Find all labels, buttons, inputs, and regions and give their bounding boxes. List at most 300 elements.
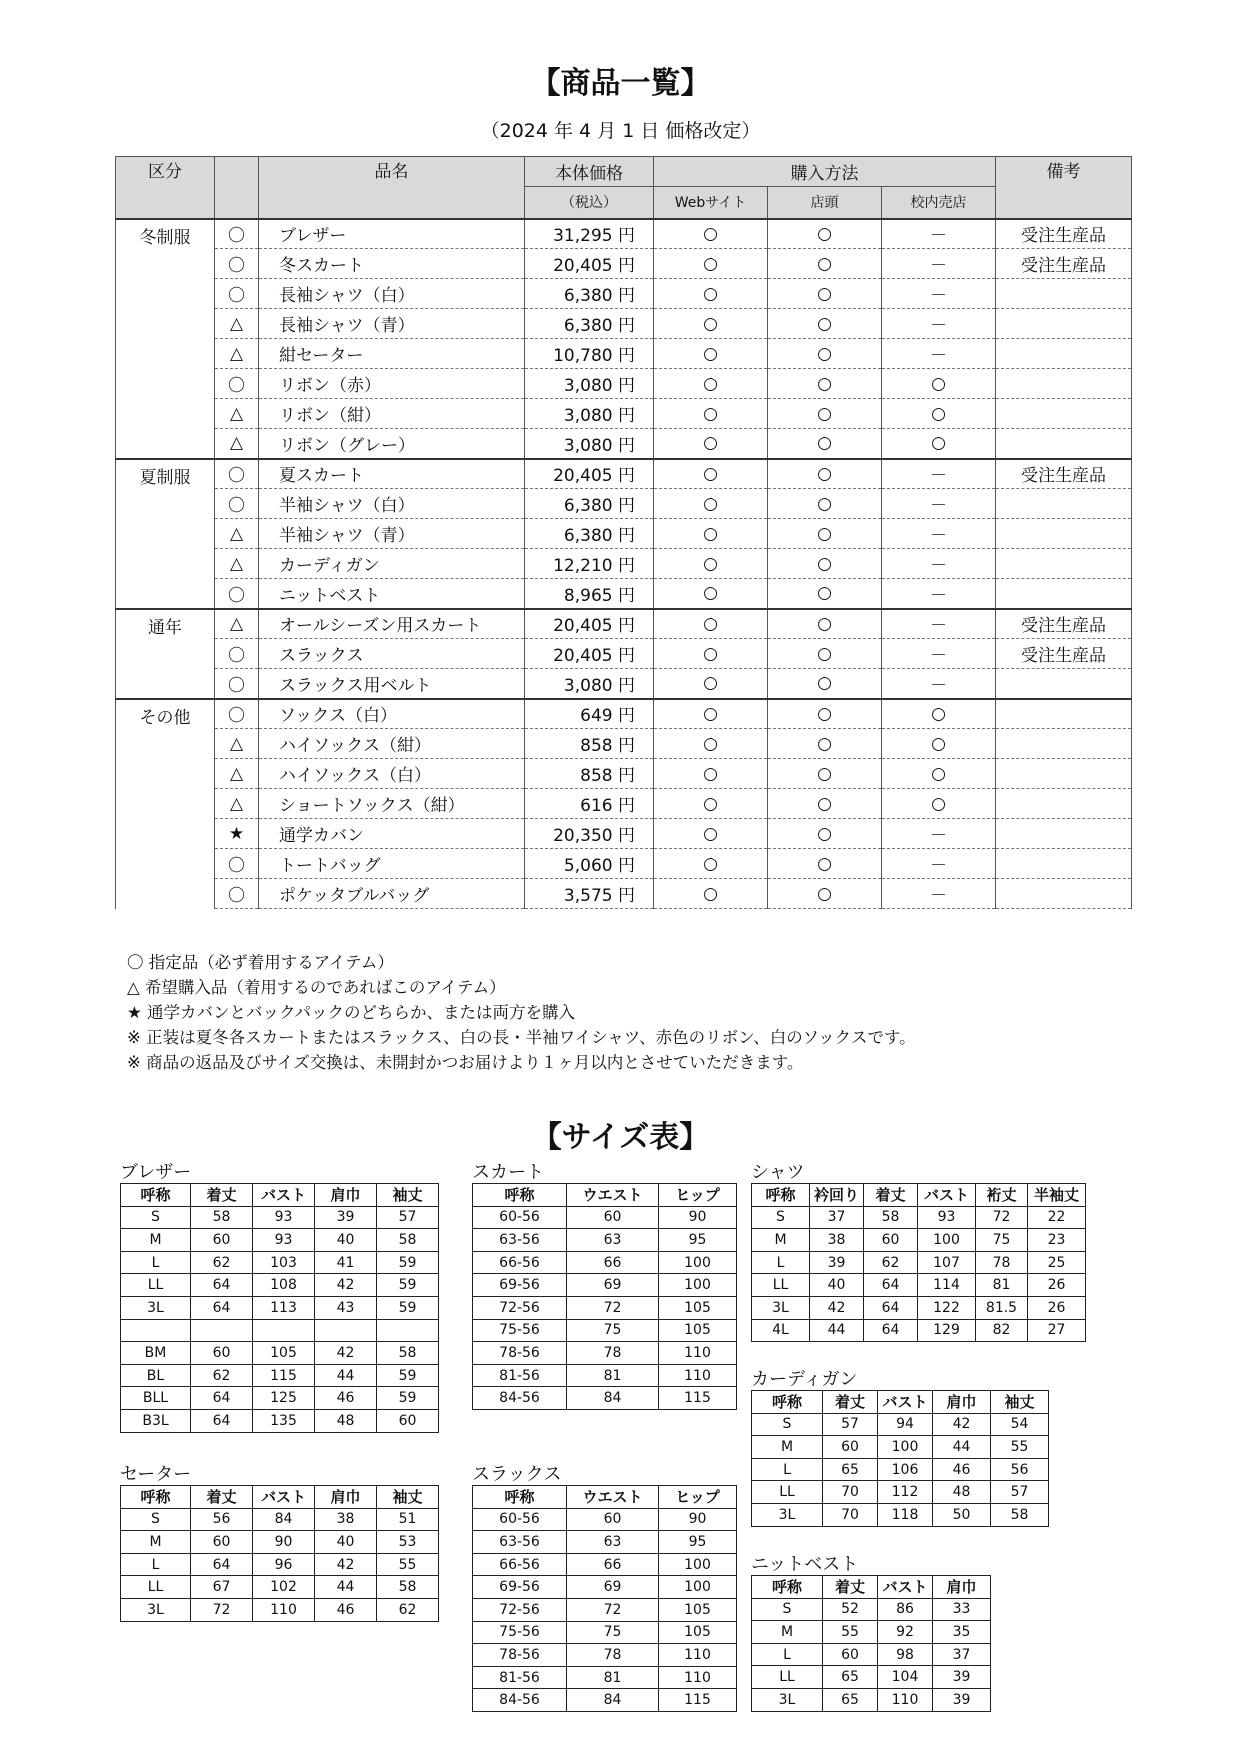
size-table-title: カーディガン [751, 1369, 858, 1390]
size-header-cell: バスト [878, 1391, 933, 1414]
size-header-cell: 呼称 [121, 1184, 191, 1207]
size-header-cell: 着丈 [823, 1576, 878, 1599]
size-row [473, 1274, 737, 1297]
header-remarks: 備考 [996, 157, 1132, 219]
size-table-title: セーター [120, 1464, 192, 1485]
product-name: リボン（赤） [259, 369, 525, 399]
size-header-cell: バスト [253, 1486, 315, 1509]
size-table-skirt [472, 1163, 737, 1410]
size-cell [377, 1319, 439, 1342]
table-row [116, 639, 1132, 669]
product-name: 通学カバン [259, 819, 525, 849]
size-cell: 98 [878, 1643, 933, 1666]
remarks-cell [996, 369, 1132, 399]
size-cell: 60 [823, 1643, 878, 1666]
product-name: 長袖シャツ（白） [259, 279, 525, 309]
size-header-row [752, 1576, 991, 1599]
store-cell: ○ [768, 249, 882, 279]
size-row [752, 1319, 1086, 1342]
web-cell: ○ [654, 519, 768, 549]
size-cell: 4L [752, 1319, 810, 1342]
size-table-knitvest [751, 1555, 991, 1712]
size-cell: 81.5 [976, 1296, 1028, 1319]
size-cell: 69-56 [473, 1576, 567, 1599]
size-row [473, 1206, 737, 1229]
size-row [121, 1576, 439, 1599]
size-cell: LL [752, 1666, 823, 1689]
table-row [116, 819, 1132, 849]
size-cell: 108 [253, 1274, 315, 1297]
school-cell: － [882, 879, 996, 909]
size-cell: 84 [567, 1387, 659, 1410]
mark-cell: △ [215, 339, 259, 369]
size-cell: 60-56 [473, 1206, 567, 1229]
table-row [116, 729, 1132, 759]
size-cell: 102 [253, 1576, 315, 1599]
size-cell: M [752, 1621, 823, 1644]
table-row [116, 369, 1132, 399]
size-cell: 46 [315, 1598, 377, 1621]
size-cell: 81-56 [473, 1666, 567, 1689]
product-name: ソックス（白） [259, 699, 525, 729]
size-cell: 44 [315, 1364, 377, 1387]
size-cell: 27 [1028, 1319, 1086, 1342]
size-cell: L [752, 1643, 823, 1666]
size-header-cell: 着丈 [823, 1391, 878, 1414]
table-row [116, 609, 1132, 639]
size-header-cell: ウエスト [567, 1184, 659, 1207]
size-cell: 60-56 [473, 1508, 567, 1531]
size-cell: 105 [659, 1319, 737, 1342]
size-cell: 51 [377, 1508, 439, 1531]
size-cell: 48 [933, 1481, 991, 1504]
size-cell: 112 [878, 1481, 933, 1504]
store-cell: ○ [768, 729, 882, 759]
size-row [752, 1251, 1086, 1274]
size-row [121, 1508, 439, 1531]
school-cell: ○ [882, 429, 996, 459]
size-cell: 72 [567, 1296, 659, 1319]
store-cell: ○ [768, 489, 882, 519]
mark-cell: △ [215, 729, 259, 759]
store-cell: ○ [768, 879, 882, 909]
size-cell: 58 [377, 1576, 439, 1599]
size-cell: 42 [315, 1342, 377, 1365]
size-cell: 42 [315, 1274, 377, 1297]
web-cell: ○ [654, 309, 768, 339]
price-cell: 858 円 [525, 729, 654, 759]
size-cell: 63-56 [473, 1531, 567, 1554]
size-cell: 66-56 [473, 1251, 567, 1274]
size-cell: 110 [659, 1364, 737, 1387]
size-cell: 93 [253, 1206, 315, 1229]
size-cell: 55 [991, 1436, 1049, 1459]
size-header-cell: バスト [878, 1576, 933, 1599]
size-cell: 90 [659, 1508, 737, 1531]
note-item: ※ 商品の返品及びサイズ交換は、未開封かつお届けより１ヶ月以内とさせていただきます。 [127, 1053, 804, 1072]
size-cell: 65 [823, 1666, 878, 1689]
size-cell: 37 [933, 1643, 991, 1666]
size-header-cell: 肩巾 [933, 1576, 991, 1599]
mark-cell: ★ [215, 819, 259, 849]
size-cell: S [121, 1206, 191, 1229]
web-cell: ○ [654, 729, 768, 759]
size-cell: LL [121, 1576, 191, 1599]
table-row [116, 459, 1132, 489]
product-name: ブレザー [259, 219, 525, 249]
price-cell: 8,965 円 [525, 579, 654, 609]
size-cell: S [121, 1508, 191, 1531]
mark-cell: 〇 [215, 219, 259, 249]
remarks-cell: 受注生産品 [996, 249, 1132, 279]
size-cell: 62 [191, 1251, 253, 1274]
size-cell: 3L [121, 1598, 191, 1621]
header-price: 本体価格 [525, 157, 654, 187]
size-header-cell: 着丈 [191, 1184, 253, 1207]
size-row [473, 1689, 737, 1712]
web-cell: ○ [654, 699, 768, 729]
size-cell: 135 [253, 1409, 315, 1432]
size-header-cell: 着丈 [191, 1486, 253, 1509]
web-cell: ○ [654, 789, 768, 819]
remarks-cell [996, 819, 1132, 849]
header-category: 区分 [116, 157, 215, 219]
size-cell: 105 [659, 1598, 737, 1621]
size-cell: 60 [191, 1342, 253, 1365]
school-cell: － [882, 849, 996, 879]
size-cell: 64 [864, 1274, 918, 1297]
price-cell: 20,405 円 [525, 609, 654, 639]
table-row [116, 309, 1132, 339]
size-cell: 40 [315, 1531, 377, 1554]
size-cell: 72-56 [473, 1598, 567, 1621]
size-header-cell: 肩巾 [315, 1184, 377, 1207]
table-row [116, 279, 1132, 309]
product-name: 長袖シャツ（青） [259, 309, 525, 339]
size-cell: 64 [191, 1409, 253, 1432]
size-cell: 56 [191, 1508, 253, 1531]
mark-cell: 〇 [215, 879, 259, 909]
size-cell: 115 [253, 1364, 315, 1387]
size-table-title: シャツ [751, 1162, 805, 1183]
school-cell: － [882, 579, 996, 609]
web-cell: ○ [654, 429, 768, 459]
size-header-cell: 袖丈 [377, 1486, 439, 1509]
product-name: 冬スカート [259, 249, 525, 279]
size-cell: 57 [377, 1206, 439, 1229]
product-name: カーディガン [259, 549, 525, 579]
price-cell: 20,405 円 [525, 249, 654, 279]
mark-cell: 〇 [215, 369, 259, 399]
size-cell: L [121, 1553, 191, 1576]
size-cell: 62 [191, 1364, 253, 1387]
size-row [752, 1274, 1086, 1297]
price-cell: 6,380 円 [525, 519, 654, 549]
size-cell: 42 [933, 1413, 991, 1436]
size-header-cell: バスト [253, 1184, 315, 1207]
price-cell: 616 円 [525, 789, 654, 819]
price-cell: 5,060 円 [525, 849, 654, 879]
size-cell: 75-56 [473, 1319, 567, 1342]
category-cell: 冬制服 [116, 219, 215, 459]
size-cell: 58 [377, 1342, 439, 1365]
size-header-row [473, 1184, 737, 1207]
size-cell: 110 [659, 1342, 737, 1365]
school-cell: － [882, 459, 996, 489]
web-cell: ○ [654, 219, 768, 249]
school-cell: ○ [882, 759, 996, 789]
size-cell: 110 [659, 1644, 737, 1667]
size-row [473, 1531, 737, 1554]
size-row [473, 1621, 737, 1644]
school-cell: － [882, 609, 996, 639]
size-row [473, 1576, 737, 1599]
category-cell: その他 [116, 699, 215, 909]
size-cell: 75 [567, 1621, 659, 1644]
size-row [752, 1296, 1086, 1319]
size-row [121, 1319, 439, 1342]
mark-cell: 〇 [215, 849, 259, 879]
size-cell: 106 [878, 1458, 933, 1481]
web-cell: ○ [654, 459, 768, 489]
product-name: 夏スカート [259, 459, 525, 489]
size-cell: 63 [567, 1229, 659, 1252]
size-row [473, 1553, 737, 1576]
size-cell: 41 [315, 1251, 377, 1274]
mark-cell: 〇 [215, 249, 259, 279]
school-cell: － [882, 819, 996, 849]
school-cell: － [882, 639, 996, 669]
size-cell: 105 [659, 1296, 737, 1319]
size-cell: M [752, 1229, 810, 1252]
size-row [473, 1364, 737, 1387]
size-cell: 23 [1028, 1229, 1086, 1252]
size-cell: S [752, 1413, 823, 1436]
size-row [752, 1598, 991, 1621]
size-cell: LL [752, 1481, 823, 1504]
size-cell: 3L [752, 1503, 823, 1526]
size-cell: 39 [933, 1688, 991, 1711]
size-cell: 72-56 [473, 1296, 567, 1319]
table-row [116, 579, 1132, 609]
size-cell: 100 [659, 1553, 737, 1576]
remarks-cell [996, 729, 1132, 759]
store-cell: ○ [768, 279, 882, 309]
remarks-cell [996, 849, 1132, 879]
price-cell: 3,575 円 [525, 879, 654, 909]
header-mark [215, 157, 259, 219]
size-header-row [121, 1486, 439, 1509]
size-cell: 60 [864, 1229, 918, 1252]
size-cell: 78-56 [473, 1342, 567, 1365]
remarks-cell: 受注生産品 [996, 219, 1132, 249]
size-header-cell: 袖丈 [991, 1391, 1049, 1414]
size-header-cell: 呼称 [752, 1184, 810, 1207]
header-name: 品名 [259, 157, 525, 219]
product-name: 半袖シャツ（青） [259, 519, 525, 549]
size-cell: 72 [567, 1598, 659, 1621]
store-cell: ○ [768, 789, 882, 819]
size-cell: 40 [810, 1274, 864, 1297]
product-name: ハイソックス（紺） [259, 729, 525, 759]
web-cell: ○ [654, 249, 768, 279]
size-header-cell: 呼称 [752, 1576, 823, 1599]
size-table-slacks [472, 1465, 737, 1712]
size-row [752, 1481, 1049, 1504]
size-table-blazer [120, 1163, 439, 1433]
size-cell: 100 [659, 1251, 737, 1274]
product-name: ニットベスト [259, 579, 525, 609]
size-cell: 46 [315, 1387, 377, 1410]
size-header-cell: 着丈 [864, 1184, 918, 1207]
size-header-cell: 肩巾 [933, 1391, 991, 1414]
size-row [473, 1387, 737, 1410]
size-cell: 33 [933, 1598, 991, 1621]
mark-cell: 〇 [215, 579, 259, 609]
size-cell: 122 [918, 1296, 976, 1319]
mark-cell: △ [215, 399, 259, 429]
size-cell: 78 [567, 1644, 659, 1667]
size-table-title: ニットベスト [751, 1554, 859, 1575]
web-cell: ○ [654, 759, 768, 789]
size-row [752, 1458, 1049, 1481]
page-title: 【商品一覧】 [530, 66, 711, 101]
size-cell: 64 [864, 1319, 918, 1342]
size-cell: 58 [864, 1206, 918, 1229]
size-cell: 81 [567, 1666, 659, 1689]
size-cell: 72 [191, 1598, 253, 1621]
size-table-title: スカート [472, 1162, 544, 1183]
size-cell: 46 [933, 1458, 991, 1481]
size-cell: BL [121, 1364, 191, 1387]
size-table-sweater [120, 1465, 439, 1622]
size-header-cell: 呼称 [473, 1184, 567, 1207]
size-cell: 107 [918, 1251, 976, 1274]
size-row [121, 1364, 439, 1387]
size-cell: 3L [121, 1296, 191, 1319]
size-header-cell: ウエスト [567, 1486, 659, 1509]
size-cell: 69 [567, 1576, 659, 1599]
size-cell: 59 [377, 1387, 439, 1410]
size-cell: 82 [976, 1319, 1028, 1342]
size-row [121, 1251, 439, 1274]
school-cell: ○ [882, 789, 996, 819]
size-cell: 52 [823, 1598, 878, 1621]
product-name: スラックス [259, 639, 525, 669]
school-cell: － [882, 249, 996, 279]
store-cell: ○ [768, 639, 882, 669]
size-cell: 84-56 [473, 1689, 567, 1712]
web-cell: ○ [654, 879, 768, 909]
size-header-cell: 呼称 [473, 1486, 567, 1509]
web-cell: ○ [654, 849, 768, 879]
size-cell: 53 [377, 1531, 439, 1554]
size-cell: 95 [659, 1531, 737, 1554]
size-cell: 38 [315, 1508, 377, 1531]
category-cell: 通年 [116, 609, 215, 699]
store-cell: ○ [768, 399, 882, 429]
store-cell: ○ [768, 429, 882, 459]
size-cell: 113 [253, 1296, 315, 1319]
size-cell: 55 [823, 1621, 878, 1644]
size-row [121, 1342, 439, 1365]
size-cell: M [752, 1436, 823, 1459]
table-row [116, 519, 1132, 549]
size-cell: 100 [878, 1436, 933, 1459]
size-cell: 43 [315, 1296, 377, 1319]
mark-cell: 〇 [215, 459, 259, 489]
table-row [116, 429, 1132, 459]
mark-cell: △ [215, 429, 259, 459]
size-cell [191, 1319, 253, 1342]
size-cell: 64 [191, 1387, 253, 1410]
size-cell: 86 [878, 1598, 933, 1621]
size-row [752, 1229, 1086, 1252]
remarks-cell [996, 339, 1132, 369]
size-cell: 95 [659, 1229, 737, 1252]
price-cell: 649 円 [525, 699, 654, 729]
size-header-cell: バスト [918, 1184, 976, 1207]
size-cell: 81 [567, 1364, 659, 1387]
size-cell: 69 [567, 1274, 659, 1297]
size-cell: 78 [976, 1251, 1028, 1274]
school-cell: ○ [882, 699, 996, 729]
store-cell: ○ [768, 849, 882, 879]
size-cell: S [752, 1598, 823, 1621]
size-cell: 78 [567, 1342, 659, 1365]
size-header-cell: 衿回り [810, 1184, 864, 1207]
size-row [121, 1274, 439, 1297]
size-cell: 84 [567, 1689, 659, 1712]
size-row [473, 1666, 737, 1689]
size-cell: M [121, 1531, 191, 1554]
size-cell: 64 [864, 1296, 918, 1319]
school-cell: ○ [882, 369, 996, 399]
size-cell: 63 [567, 1531, 659, 1554]
store-cell: ○ [768, 669, 882, 699]
store-cell: ○ [768, 369, 882, 399]
size-cell: 92 [878, 1621, 933, 1644]
web-cell: ○ [654, 639, 768, 669]
size-cell: 103 [253, 1251, 315, 1274]
product-table-body [116, 219, 1132, 909]
size-table-shirt [751, 1163, 1086, 1342]
size-header-cell: 肩巾 [315, 1486, 377, 1509]
size-cell: 37 [810, 1206, 864, 1229]
school-cell: － [882, 339, 996, 369]
remarks-cell: 受注生産品 [996, 639, 1132, 669]
size-cell: 59 [377, 1296, 439, 1319]
size-cell: 115 [659, 1387, 737, 1410]
mark-cell: 〇 [215, 669, 259, 699]
size-cell [253, 1319, 315, 1342]
product-name: リボン（グレー） [259, 429, 525, 459]
size-cell: 59 [377, 1364, 439, 1387]
size-header-row [752, 1184, 1086, 1207]
size-cell: 39 [315, 1206, 377, 1229]
price-cell: 20,405 円 [525, 639, 654, 669]
size-cell: 55 [377, 1553, 439, 1576]
size-cell: 60 [377, 1409, 439, 1432]
size-cell: B3L [121, 1409, 191, 1432]
remarks-cell [996, 759, 1132, 789]
remarks-cell [996, 429, 1132, 459]
size-cell: 42 [810, 1296, 864, 1319]
size-cell: 3L [752, 1688, 823, 1711]
size-cell: 62 [864, 1251, 918, 1274]
size-cell: 84 [253, 1508, 315, 1531]
size-cell: 125 [253, 1387, 315, 1410]
